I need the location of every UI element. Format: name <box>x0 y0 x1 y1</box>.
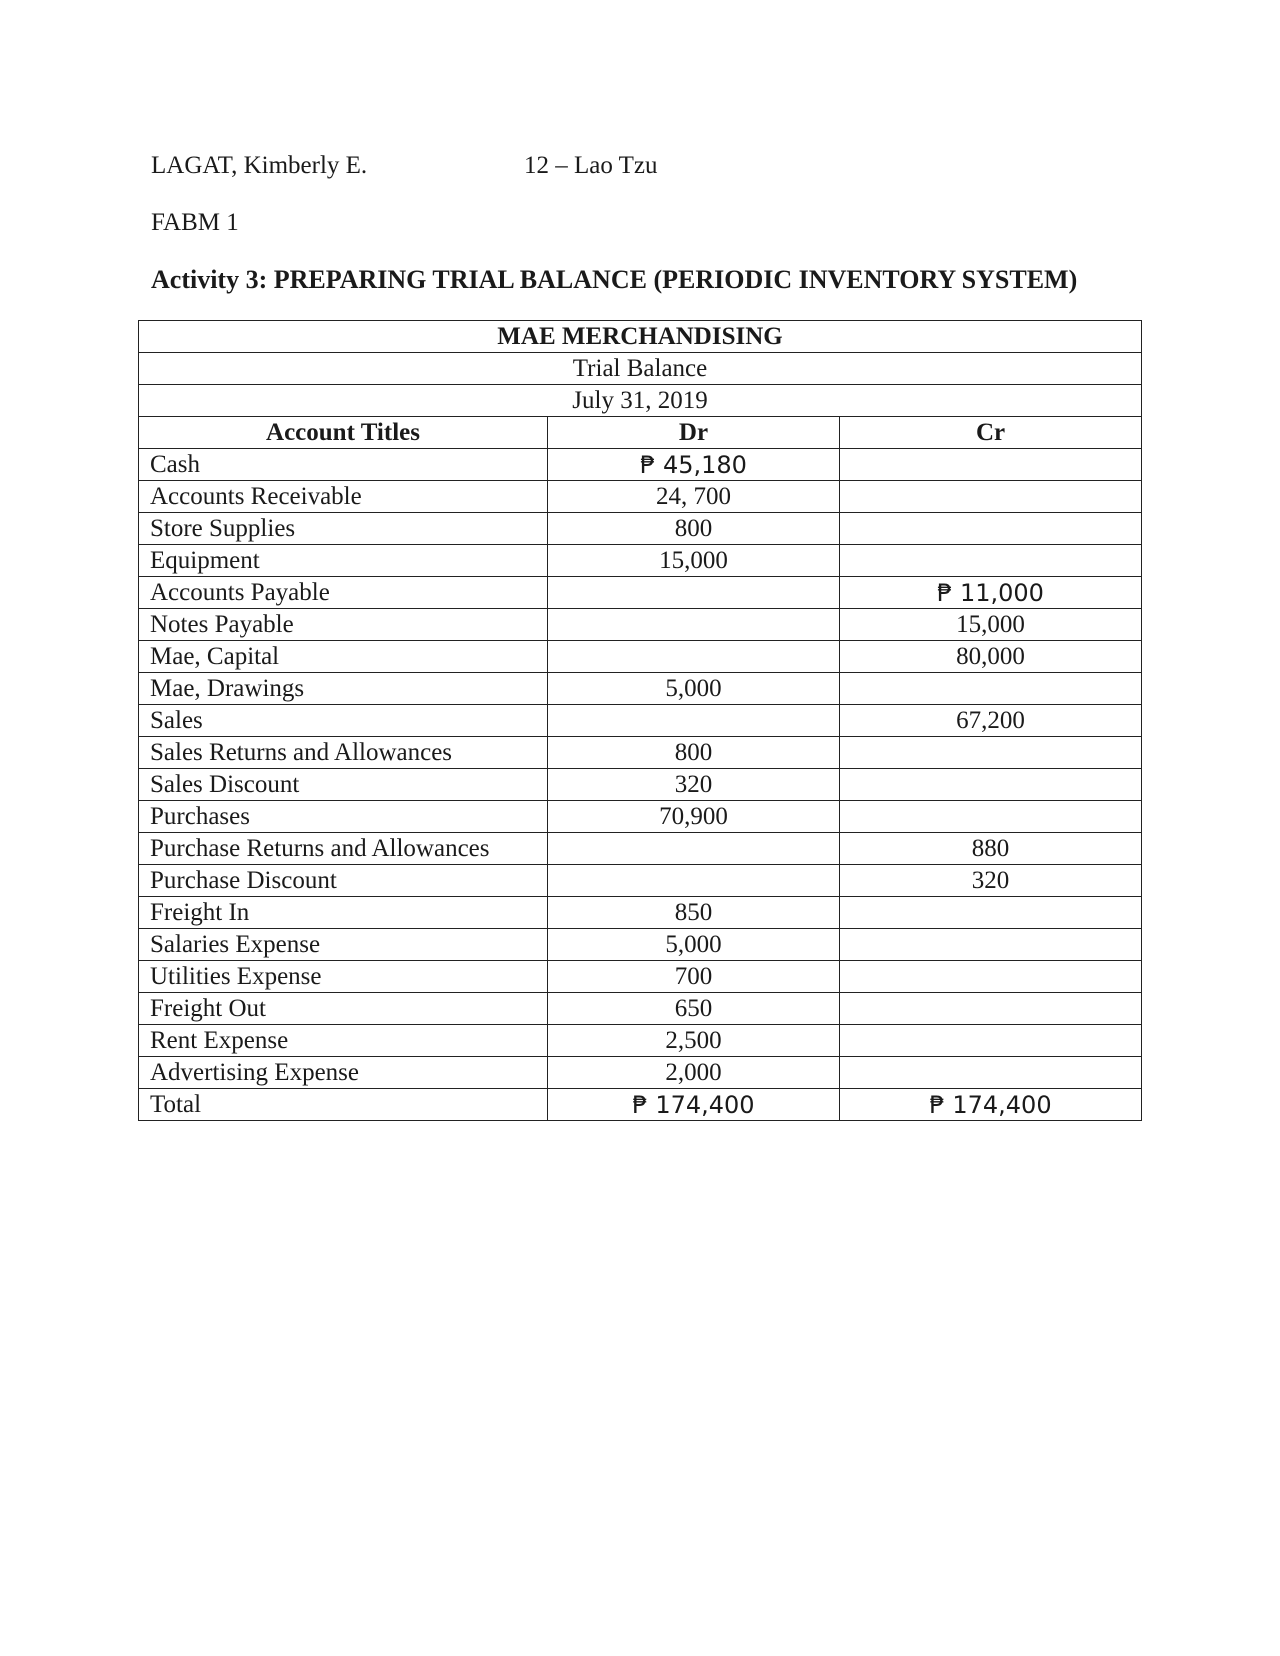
debit-cell: 15,000 <box>548 545 840 577</box>
account-row <box>139 801 1142 833</box>
credit-cell <box>840 545 1142 577</box>
debit-cell <box>548 641 840 673</box>
account-title-cell: Store Supplies <box>139 513 548 545</box>
account-row <box>139 993 1142 1025</box>
debit-cell: 24, 700 <box>548 481 840 513</box>
account-title-cell: Sales <box>139 705 548 737</box>
report-date-row <box>139 385 1142 417</box>
account-row <box>139 705 1142 737</box>
debit-cell: 800 <box>548 737 840 769</box>
debit-cell <box>548 577 840 609</box>
debit-cell: 2,000 <box>548 1057 840 1089</box>
credit-cell: 67,200 <box>840 705 1142 737</box>
credit-cell <box>840 449 1142 481</box>
column-header-debit: Dr <box>548 417 840 449</box>
account-title-cell: Purchase Returns and Allowances <box>139 833 548 865</box>
debit-cell: 5,000 <box>548 673 840 705</box>
account-title-cell: Rent Expense <box>139 1025 548 1057</box>
student-section: 12 – Lao Tzu <box>524 152 658 179</box>
credit-cell: 320 <box>840 865 1142 897</box>
credit-cell <box>840 993 1142 1025</box>
debit-cell: ₱ 45,180 <box>548 449 840 481</box>
debit-cell <box>548 609 840 641</box>
credit-cell <box>840 481 1142 513</box>
account-row <box>139 545 1142 577</box>
credit-cell <box>840 897 1142 929</box>
credit-cell <box>840 1057 1142 1089</box>
account-row <box>139 961 1142 993</box>
credit-cell <box>840 1025 1142 1057</box>
account-title-cell: Accounts Receivable <box>139 481 548 513</box>
account-row <box>139 609 1142 641</box>
account-row <box>139 513 1142 545</box>
account-row <box>139 769 1142 801</box>
account-title-cell: Advertising Expense <box>139 1057 548 1089</box>
debit-cell <box>548 705 840 737</box>
credit-cell <box>840 673 1142 705</box>
account-title-cell: Cash <box>139 449 548 481</box>
account-title-cell: Mae, Drawings <box>139 673 548 705</box>
account-row <box>139 577 1142 609</box>
account-row <box>139 481 1142 513</box>
account-row <box>139 929 1142 961</box>
account-title-cell: Equipment <box>139 545 548 577</box>
account-title-cell: Salaries Expense <box>139 929 548 961</box>
account-title-cell: Mae, Capital <box>139 641 548 673</box>
account-title-cell: Accounts Payable <box>139 577 548 609</box>
column-header-credit: Cr <box>840 417 1142 449</box>
account-row <box>139 833 1142 865</box>
debit-cell: 700 <box>548 961 840 993</box>
account-row <box>139 449 1142 481</box>
account-title-cell: Utilities Expense <box>139 961 548 993</box>
account-row <box>139 673 1142 705</box>
credit-cell <box>840 513 1142 545</box>
credit-cell: 880 <box>840 833 1142 865</box>
account-title-cell: Purchase Discount <box>139 865 548 897</box>
account-title-cell: Notes Payable <box>139 609 548 641</box>
student-name: LAGAT, Kimberly E. <box>151 152 368 179</box>
account-title-cell: Freight Out <box>139 993 548 1025</box>
report-date: July 31, 2019 <box>139 385 1142 417</box>
debit-cell: 800 <box>548 513 840 545</box>
debit-cell: 5,000 <box>548 929 840 961</box>
report-name: Trial Balance <box>139 353 1142 385</box>
credit-cell <box>840 961 1142 993</box>
debit-cell: ₱ 174,400 <box>548 1089 840 1121</box>
credit-cell <box>840 769 1142 801</box>
column-header-account: Account Titles <box>139 417 548 449</box>
account-title-cell: Freight In <box>139 897 548 929</box>
trial-balance-table <box>138 320 1142 1121</box>
course-code: FABM 1 <box>151 209 239 236</box>
account-row <box>139 1057 1142 1089</box>
total-row <box>139 1089 1142 1121</box>
column-header-row <box>139 417 1142 449</box>
credit-cell: ₱ 174,400 <box>840 1089 1142 1121</box>
credit-cell: 15,000 <box>840 609 1142 641</box>
report-name-row <box>139 353 1142 385</box>
debit-cell: 70,900 <box>548 801 840 833</box>
credit-cell <box>840 737 1142 769</box>
debit-cell <box>548 865 840 897</box>
account-title-cell: Sales Discount <box>139 769 548 801</box>
debit-cell: 320 <box>548 769 840 801</box>
debit-cell: 850 <box>548 897 840 929</box>
account-row <box>139 641 1142 673</box>
account-title-cell: Purchases <box>139 801 548 833</box>
credit-cell <box>840 801 1142 833</box>
company-row <box>139 321 1142 353</box>
debit-cell <box>548 833 840 865</box>
credit-cell: 80,000 <box>840 641 1142 673</box>
credit-cell: ₱ 11,000 <box>840 577 1142 609</box>
debit-cell: 650 <box>548 993 840 1025</box>
account-row <box>139 865 1142 897</box>
account-row <box>139 1025 1142 1057</box>
activity-title: Activity 3: PREPARING TRIAL BALANCE (PERIODIC INVENTORY SYSTEM) <box>151 265 1078 294</box>
account-row <box>139 737 1142 769</box>
account-title-cell: Sales Returns and Allowances <box>139 737 548 769</box>
credit-cell <box>840 929 1142 961</box>
account-title-cell: Total <box>139 1089 548 1121</box>
company-name: MAE MERCHANDISING <box>139 321 1142 353</box>
account-row <box>139 897 1142 929</box>
debit-cell: 2,500 <box>548 1025 840 1057</box>
